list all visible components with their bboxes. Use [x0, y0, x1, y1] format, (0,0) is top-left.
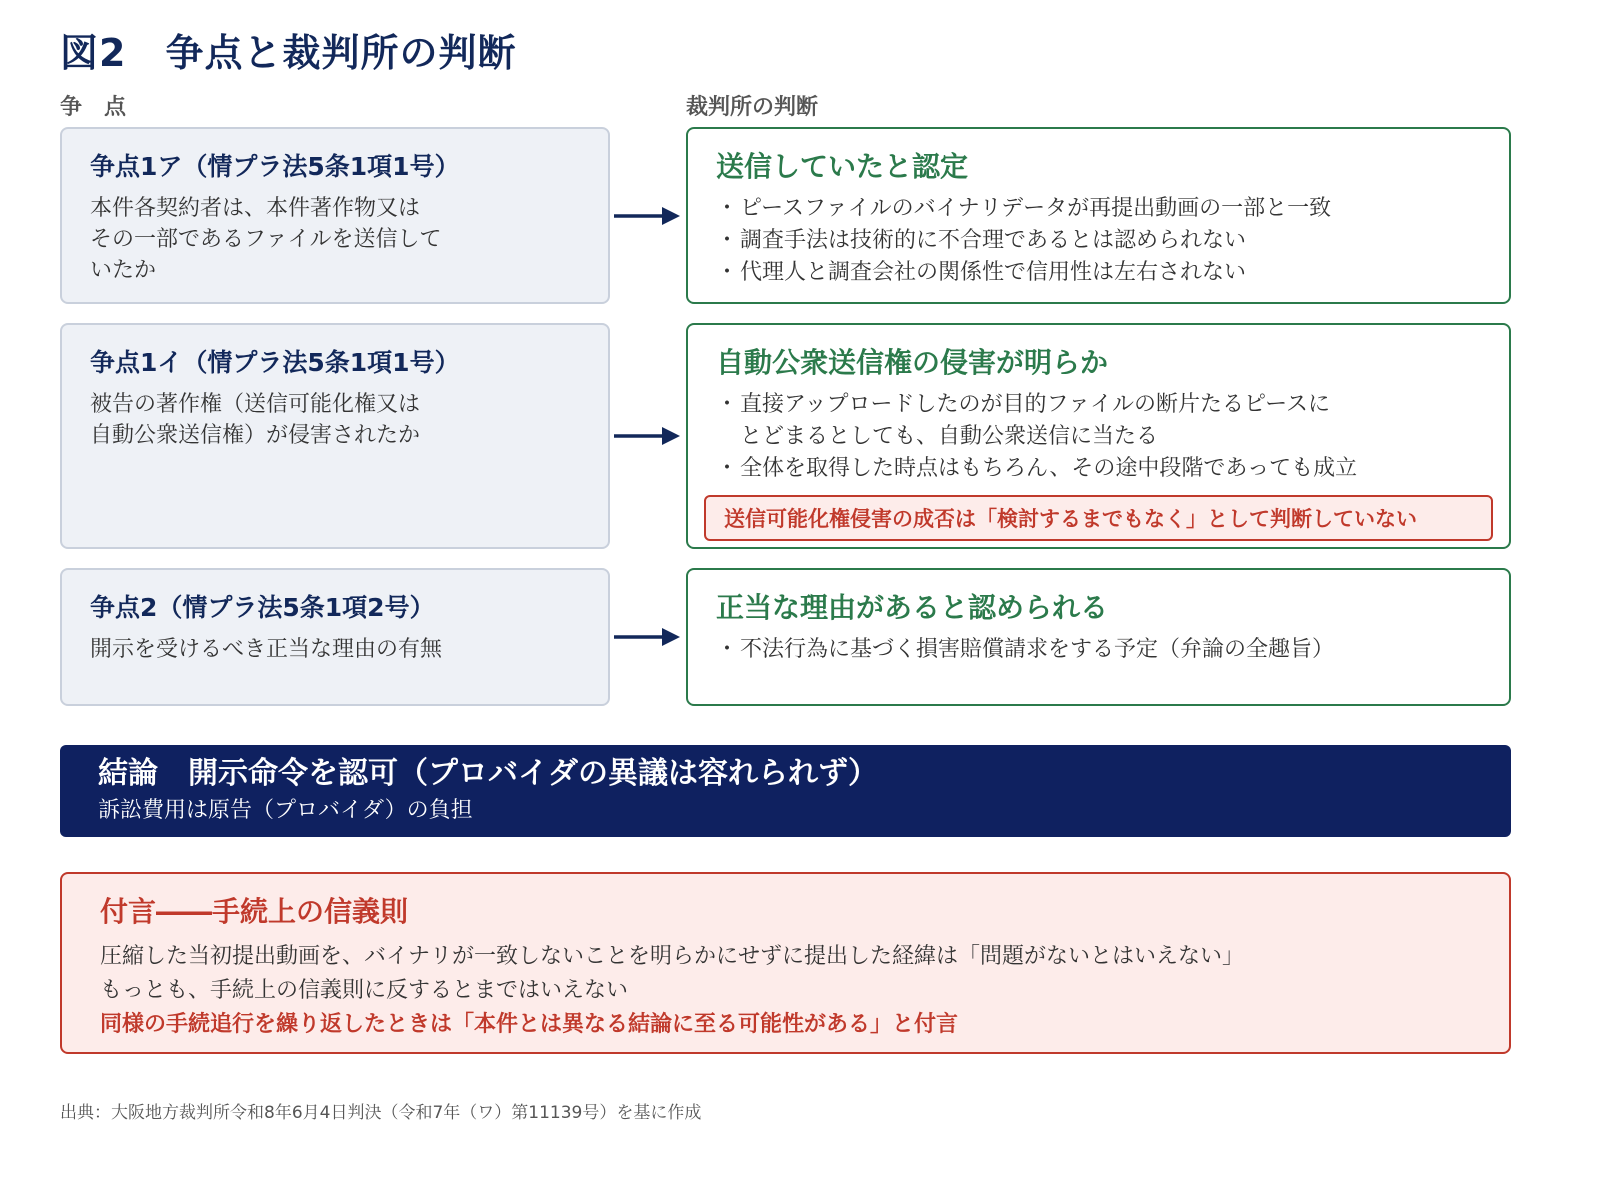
judgment-bullet: ・ 直接アップロードしたのが目的ファイルの断片たるピースに とどまるとしても、自動公衆送信に当たる — [716, 389, 1481, 453]
issues-column-heading: 争 点 — [60, 95, 127, 120]
addendum-line: もっとも、手続上の信義則に反するとまではいえない — [100, 978, 629, 1003]
judgment-box-1i — [686, 323, 1511, 549]
issue-title: 争点2（情プラ法5条1項2号） — [90, 593, 435, 622]
judgments-column-heading: 裁判所の判断 — [686, 95, 819, 120]
addendum-emphasis: 同様の手続追行を繰り返したときは「本件とは異なる結論に至る可能性がある」と付言 — [100, 1012, 959, 1037]
issue-box-2 — [60, 568, 610, 706]
conclusion-banner — [60, 745, 1511, 837]
judgment-bullets — [716, 634, 1481, 666]
judgment-title: 自動公衆送信権の侵害が明らか — [716, 346, 1109, 379]
judgment-box-1a — [686, 127, 1511, 304]
addendum-title: 付言――手続上の信義則 — [100, 895, 409, 928]
figure-title: 図2 争点と裁判所の判断 — [60, 31, 517, 75]
issue-line: 開示を受けるべき正当な理由の有無 — [90, 637, 443, 662]
judgment-bullets — [716, 389, 1481, 485]
issue-text — [90, 193, 580, 286]
arrow-right-icon — [612, 425, 682, 447]
issue-box-1a — [60, 127, 610, 304]
judgment-note: 送信可能化権侵害の成否は「検討するまでもなく」として判断していない — [704, 495, 1493, 541]
issue-title: 争点1ア（情プラ法5条1項1号） — [90, 152, 460, 181]
judgment-bullet: ・ 代理人と調査会社の関係性で信用性は左右されない — [716, 257, 1481, 289]
issue-line: いたか — [90, 258, 157, 283]
conclusion-title: 結論 開示命令を認可（プロバイダの異議は容れられず） — [98, 756, 878, 791]
issue-line: その一部であるファイルを送信して — [90, 227, 442, 252]
issue-line: 被告の著作権（送信可能化権又は — [90, 392, 421, 417]
judgment-bullets — [716, 193, 1481, 289]
arrow-right-icon — [612, 205, 682, 227]
judgment-title: 正当な理由があると認められる — [716, 591, 1109, 624]
judgment-bullet: ・ ピースファイルのバイナリデータが再提出動画の一部と一致 — [716, 193, 1481, 225]
conclusion-subtitle: 訴訟費用は原告（プロバイダ）の負担 — [98, 798, 473, 823]
issue-line: 自動公衆送信権）が侵害されたか — [90, 423, 421, 448]
addendum-line: 圧縮した当初提出動画を、バイナリが一致しないことを明らかにせずに提出した経緯は「問題がないとはいえない」 — [100, 944, 1245, 969]
issue-title: 争点1イ（情プラ法5条1項1号） — [90, 348, 460, 377]
issue-text — [90, 389, 580, 451]
judgment-title: 送信していたと認定 — [716, 150, 969, 183]
judgment-bullet: ・ 不法行為に基づく損害賠償請求をする予定（弁論の全趣旨） — [716, 634, 1481, 666]
source-citation: 出典：大阪地方裁判所令和8年6月4日判決（令和7年（ワ）第11139号）を基に作成 — [60, 1103, 702, 1123]
judgment-bullet: ・ 全体を取得した時点はもちろん、その途中段階であっても成立 — [716, 453, 1481, 485]
addendum-box — [60, 872, 1511, 1054]
judgment-box-2 — [686, 568, 1511, 706]
arrow-right-icon — [612, 626, 682, 648]
issue-line: 本件各契約者は、本件著作物又は — [90, 196, 421, 221]
issue-text — [90, 634, 580, 665]
judgment-bullet: ・ 調査手法は技術的に不合理であるとは認められない — [716, 225, 1481, 257]
issue-box-1i — [60, 323, 610, 549]
